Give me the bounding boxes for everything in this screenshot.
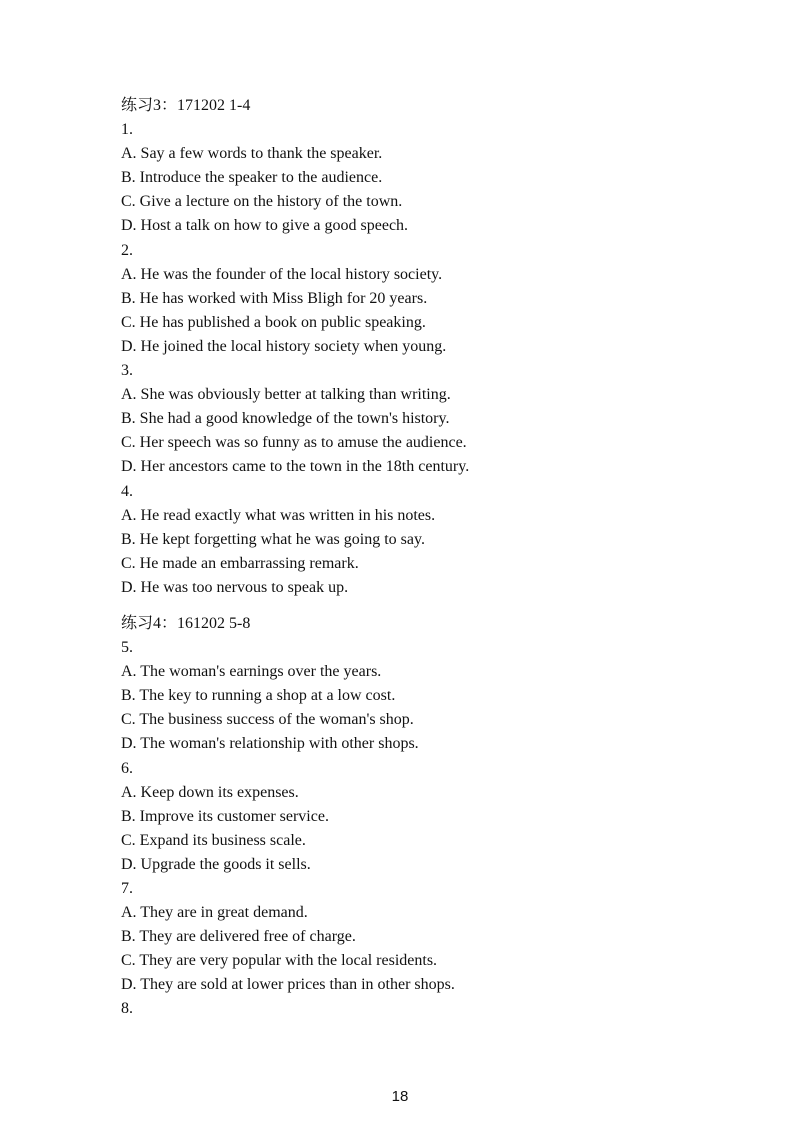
answer-option: B. Introduce the speaker to the audience.	[121, 169, 383, 187]
question-number: 5.	[121, 639, 133, 657]
answer-option: A. Say a few words to thank the speaker.	[121, 145, 383, 163]
question-number: 6.	[121, 759, 133, 777]
answer-option: C. Expand its business scale.	[121, 831, 306, 849]
question-number: 4.	[121, 482, 133, 500]
question-number: 7.	[121, 880, 133, 897]
answer-option: C. He has published a book on public speaking.	[121, 313, 426, 331]
answer-option: B. She had a good knowledge of the town's history.	[121, 410, 450, 428]
answer-option: A. They are in great demand.	[121, 904, 308, 922]
answer-option: D. He joined the local history society when young.	[121, 337, 447, 355]
exercise-content	[121, 94, 740, 1022]
answer-option: D. Host a talk on how to give a good speech.	[121, 217, 409, 235]
section-title: 练习4：161202 5-8	[121, 614, 251, 632]
answer-option: B. He kept forgetting what he was going to say.	[121, 530, 425, 548]
answer-option: D. The woman's relationship with other shops.	[121, 735, 419, 753]
answer-option: B. He has worked with Miss Bligh for 20 years.	[121, 289, 428, 307]
question-number: 8.	[121, 1000, 133, 1018]
answer-option: A. Keep down its expenses.	[121, 783, 299, 801]
answer-option: A. He was the founder of the local history society.	[121, 265, 443, 283]
answer-option: A. She was obviously better at talking than writing.	[121, 386, 451, 404]
section-gap	[121, 600, 740, 612]
answer-option: A. He read exactly what was written in his notes.	[121, 506, 436, 524]
answer-option: D. Upgrade the goods it sells.	[121, 855, 311, 873]
page-number: 18	[391, 1088, 409, 1105]
question-number: 1.	[121, 121, 133, 139]
answer-option: B. Improve its customer service.	[121, 807, 329, 825]
section-title: 练习3：171202 1-4	[121, 97, 251, 114]
question-number: 2.	[121, 241, 133, 259]
answer-option: D. He was too nervous to speak up.	[121, 578, 349, 596]
answer-option: B. They are delivered free of charge.	[121, 928, 356, 946]
question-number: 3.	[121, 362, 133, 380]
answer-option: B. The key to running a shop at a low cost.	[121, 687, 396, 705]
answer-option: D. They are sold at lower prices than in other shops.	[121, 976, 455, 994]
answer-option: C. The business success of the woman's shop.	[121, 711, 414, 729]
answer-option: C. He made an embarrassing remark.	[121, 554, 359, 572]
answer-option: C. Her speech was so funny as to amuse the audience.	[121, 434, 467, 452]
answer-option: C. They are very popular with the local residents.	[121, 952, 438, 970]
answer-option: D. Her ancestors came to the town in the 18th century.	[121, 458, 470, 476]
answer-option: C. Give a lecture on the history of the town.	[121, 193, 403, 211]
answer-option: A. The woman's earnings over the years.	[121, 663, 382, 681]
